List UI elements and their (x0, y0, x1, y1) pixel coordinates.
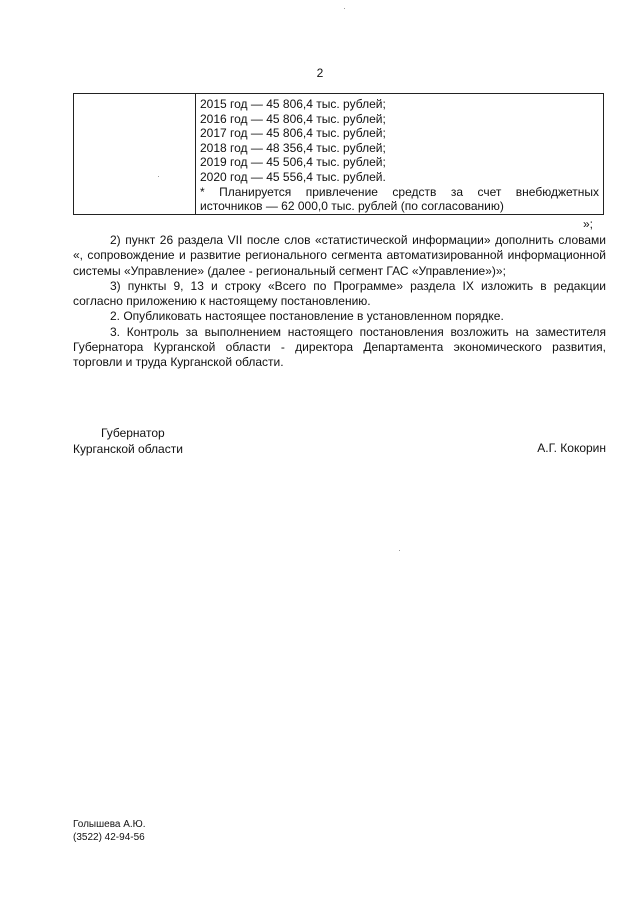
executor-info (73, 818, 146, 844)
document-body (73, 233, 606, 371)
page-number: 2 (316, 66, 324, 80)
paragraph-item-2: 2) пункт 26 раздела VII после слов «статистической информации» дополнить словами «, сопровождение и развитие регионального сегмента автоматизированной информационной системы «Управление» (далее - региональный сегмент ГАС «Управление»)»; (73, 233, 606, 278)
scan-speck (158, 176, 159, 177)
funding-line-2015: 2015 год — 45 806,4 тыс. рублей; (200, 97, 386, 111)
scan-speck (344, 8, 345, 9)
funding-table (73, 93, 604, 215)
paragraph-item-3: 3) пункты 9, 13 и строку «Всего по Программе» раздела IX изложить в редакции согласно приложению к настоящему постановлению. (73, 278, 606, 309)
signatory-title (73, 425, 183, 457)
funding-cell (200, 97, 599, 214)
signatory-title-line-2: Курганской области (73, 442, 183, 456)
signatory-title-line-1: Губернатор (101, 426, 165, 440)
executor-name: Голышева А.Ю. (73, 819, 146, 830)
funding-line-2019: 2019 год — 45 506,4 тыс. рублей; (200, 155, 386, 170)
funding-line-2018: 2018 год — 48 356,4 тыс. рублей; (200, 140, 386, 155)
funding-line-2017: 2017 год — 45 806,4 тыс. рублей; (200, 126, 386, 141)
footnote-line-1: * Планируется привлечение средств за счет внебюджетных (200, 184, 599, 199)
footnote-line-2: источников — 62 000,0 тыс. рублей (по согласованию) (200, 199, 504, 214)
scan-speck (399, 550, 400, 551)
paragraph-control: 3. Контроль за выполнением настоящего постановления возложить на заместителя Губернатора Курганской области - директора Департамента экономического развития, торговли и труда Курганской области. (73, 324, 606, 370)
paragraph-publish: 2. Опубликовать настоящее постановление в установленном порядке. (110, 309, 504, 324)
closing-quote: »; (583, 217, 594, 231)
signatory-name: А.Г. Кокорин (537, 441, 606, 455)
funding-line-2020: 2020 год — 45 556,4 тыс. рублей. (200, 169, 386, 184)
table-column-divider (195, 94, 196, 214)
funding-line-2016: 2016 год — 45 806,4 тыс. рублей; (200, 111, 386, 126)
executor-phone: (3522) 42-94-56 (73, 832, 145, 843)
